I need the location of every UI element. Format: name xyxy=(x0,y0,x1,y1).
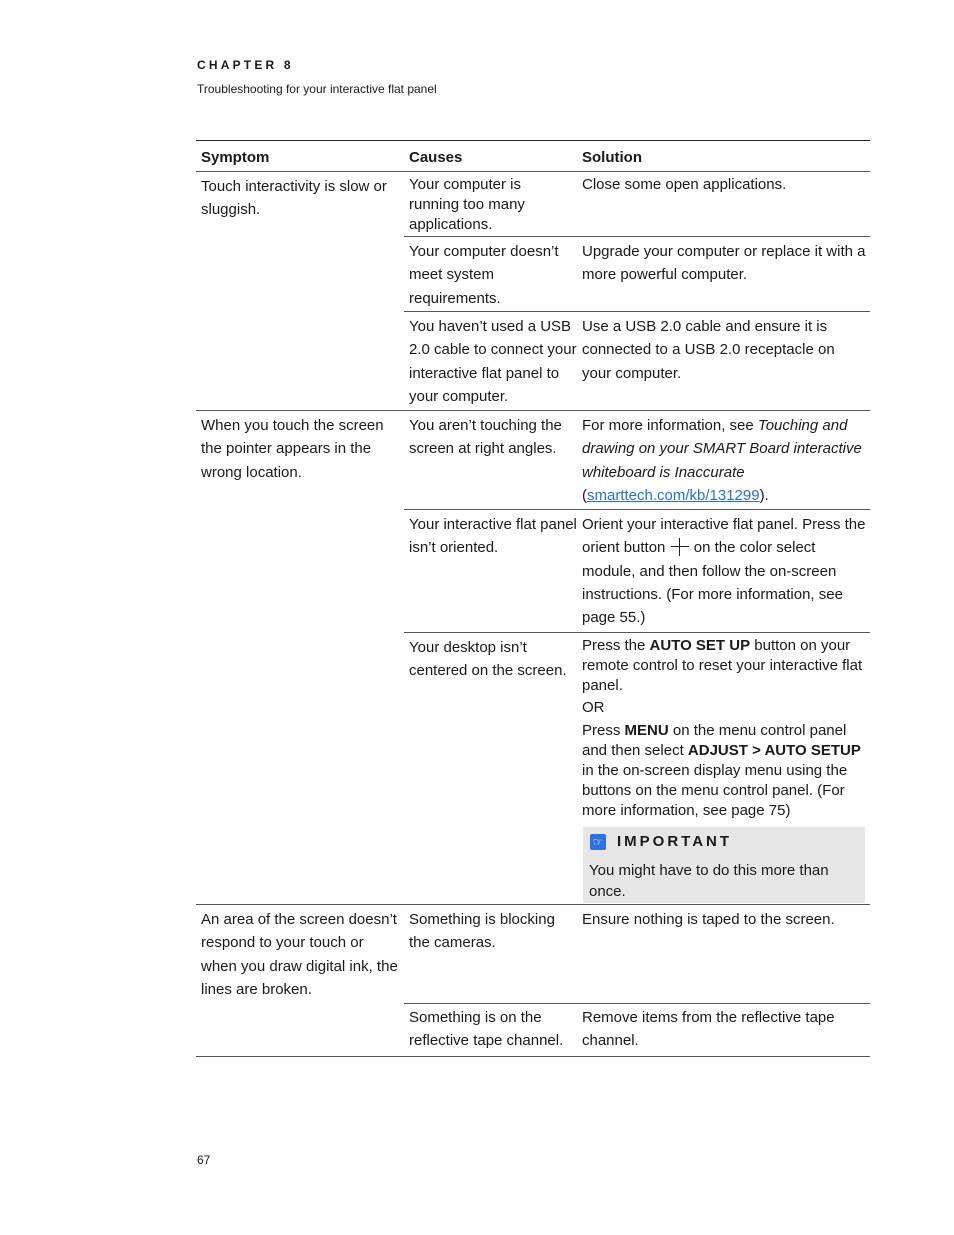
solution-text: Press xyxy=(582,722,625,739)
row-divider xyxy=(404,1003,870,1004)
column-header-solution: Solution xyxy=(582,149,642,166)
solution-text: on the color select module, and then follow the on-screen instructions. (For more information, see page 55.) xyxy=(582,539,843,627)
solution-cell xyxy=(582,636,867,821)
solution-cell: Close some open applications. xyxy=(582,176,787,193)
article-title: Touching and drawing on your SMART Board interactive whiteboard is Inaccurate xyxy=(582,417,862,481)
cause-cell: Your computer doesn’t meet system requirements. xyxy=(409,243,559,307)
row-divider xyxy=(404,311,870,312)
row-divider xyxy=(404,509,870,510)
row-divider xyxy=(404,236,870,237)
solution-text: in the on-screen display menu using the buttons on the menu control panel. (For more information, see page 75) xyxy=(582,762,848,819)
solution-cell: Upgrade your computer or replace it with a more powerful computer. xyxy=(582,243,866,284)
auto-setup-label: AUTO SET UP xyxy=(649,637,751,654)
page-number: 67 xyxy=(197,1153,211,1167)
kb-article-link[interactable]: smarttech.com/kb/131299 xyxy=(587,486,760,504)
orient-button-icon xyxy=(670,538,690,556)
or-separator: OR xyxy=(582,699,605,716)
solution-text: For more information, see xyxy=(582,417,758,434)
adjust-auto-setup-label: ADJUST > AUTO SETUP xyxy=(687,742,861,759)
solution-text: Press the xyxy=(582,637,650,654)
cause-cell: Something is blocking the cameras. xyxy=(409,911,555,952)
solution-text: button on your remote control to reset your interactive flat panel. xyxy=(582,637,863,694)
row-divider xyxy=(196,904,870,905)
symptom-cell: An area of the screen doesn’t respond to your touch or when you draw digital ink, the lines are broken. xyxy=(201,911,398,998)
solution-cell xyxy=(582,414,867,507)
solution-cell xyxy=(582,513,867,629)
cause-cell: You aren’t touching the screen at right angles. xyxy=(409,417,562,458)
cause-cell: Something is on the reflective tape channel. xyxy=(409,1009,564,1050)
symptom-cell: When you touch the screen the pointer appears in the wrong location. xyxy=(201,417,384,481)
cause-cell: Your desktop isn’t centered on the screen. xyxy=(409,639,567,680)
solution-cell: Ensure nothing is taped to the screen. xyxy=(582,911,835,928)
symptom-cell: Touch interactivity is slow or sluggish. xyxy=(201,178,387,219)
cause-cell: You haven’t used a USB 2.0 cable to connect your interactive flat panel to your computer. xyxy=(409,318,577,405)
important-title: IMPORTANT xyxy=(617,833,733,850)
table-bottom-rule xyxy=(196,1056,870,1057)
solution-cell: Use a USB 2.0 cable and ensure it is connected to a USB 2.0 receptacle on your computer. xyxy=(582,318,835,382)
solution-paragraph xyxy=(582,721,867,821)
column-header-causes: Causes xyxy=(409,149,463,166)
paren-open: ( xyxy=(582,486,587,504)
menu-label: MENU xyxy=(624,722,669,739)
column-header-symptom: Symptom xyxy=(201,149,270,166)
important-body: You might have to do this more than once. xyxy=(589,862,829,900)
table-header xyxy=(196,140,870,172)
solution-text: Orient your interactive flat panel. Press the orient button xyxy=(582,516,866,557)
cause-cell: Your interactive flat panel isn’t oriented. xyxy=(409,516,577,557)
hand-pointer-icon: ☞ xyxy=(590,834,606,850)
important-note xyxy=(583,827,865,903)
solution-text: on the menu control panel and then select xyxy=(582,722,847,759)
row-divider xyxy=(404,632,870,633)
chapter-label: CHAPTER 8 xyxy=(197,58,294,72)
solution-cell: Remove items from the reflective tape channel. xyxy=(582,1009,835,1050)
cause-cell: Your computer is running too many applications. xyxy=(409,176,525,233)
chapter-subtitle: Troubleshooting for your interactive flat panel xyxy=(197,82,437,96)
paren-close: ). xyxy=(759,486,769,504)
solution-paragraph xyxy=(582,636,867,696)
row-divider xyxy=(196,410,870,411)
